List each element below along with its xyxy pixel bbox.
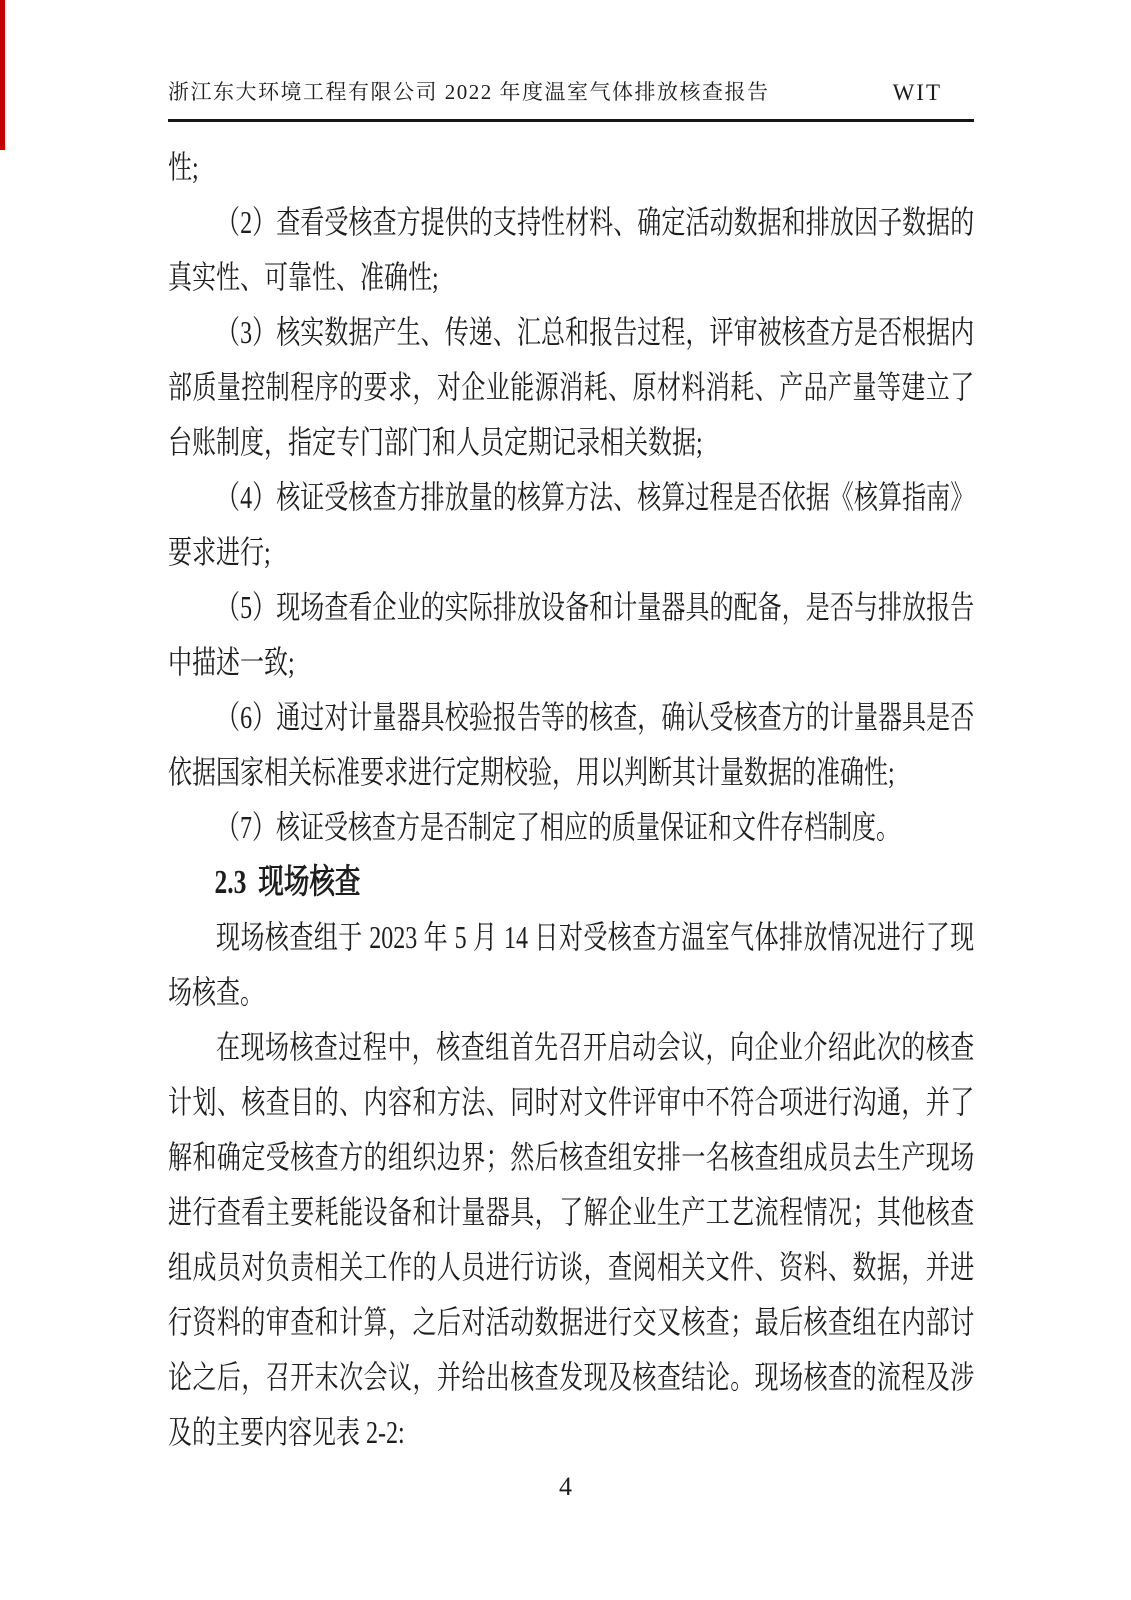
- numbered-item-2: （2）查看受核查方提供的支持性材料、确定活动数据和排放因子数据的真实性、可靠性、准确性;: [168, 204, 975, 295]
- site-verification-paragraph-2: 在现场核查过程中，核查组首先召开启动会议，向企业介绍此次的核查计划、核查目的、内容和方法、同时对文件评审中不符合项进行沟通，并了解和确定受核查方的组织边界；然后核查组安排一名核查组成员去生产现场进行查看主要耗能设备和计量器具，了解企业生产工艺流程情况；其他核查组成员对负责相关工作的人员进行访谈，查阅相关文件、资料、数据，并进行资料的审查和计算，之后对活动数据进行交叉核查；最后核查组在内部讨论之后，召开末次会议，并给出核查发现及核查结论。现场核查的流程及涉及的主要内容见表 2-2:: [168, 1029, 975, 1450]
- red-margin-line: [0, 0, 5, 150]
- numbered-item-7: （7）核证受核查方是否制定了相应的质量保证和文件存档制度。: [216, 809, 901, 845]
- document-body: [168, 140, 974, 1460]
- header-rule: [168, 119, 974, 122]
- numbered-item-3: （3）核实数据产生、传递、汇总和报告过程，评审被核查方是否根据内部质量控制程序的要求，对企业能源消耗、原材料消耗、产品产量等建立了台账制度，指定专门部门和人员定期记录相关数据;: [168, 314, 975, 460]
- section-title: 现场核查: [258, 864, 361, 901]
- section-number: 2.3: [214, 864, 247, 901]
- numbered-item-5: （5）现场查看企业的实际排放设备和计量器具的配备，是否与排放报告中描述一致;: [168, 589, 975, 680]
- wit-logo: WIT: [892, 80, 942, 105]
- site-verification-paragraph-1: 现场核查组于 2023 年 5 月 14 日对受核查方温室气体排放情况进行了现场核查。: [168, 919, 975, 1010]
- continuation-line: 性;: [168, 149, 199, 185]
- report-header-title: 浙江东大环境工程有限公司 2022 年度温室气体排放核查报告: [168, 80, 770, 104]
- section-heading-2-3: [215, 855, 975, 910]
- page-number: 4: [559, 1472, 572, 1501]
- page-header: [168, 76, 974, 106]
- numbered-item-4: （4）核证受核查方排放量的核算方法、核算过程是否依据《核算指南》要求进行;: [168, 479, 975, 570]
- numbered-item-6: （6）通过对计量器具校验报告等的核查，确认受核查方的计量器具是否依据国家相关标准要求进行定期校验，用以判断其计量数据的准确性;: [168, 699, 975, 790]
